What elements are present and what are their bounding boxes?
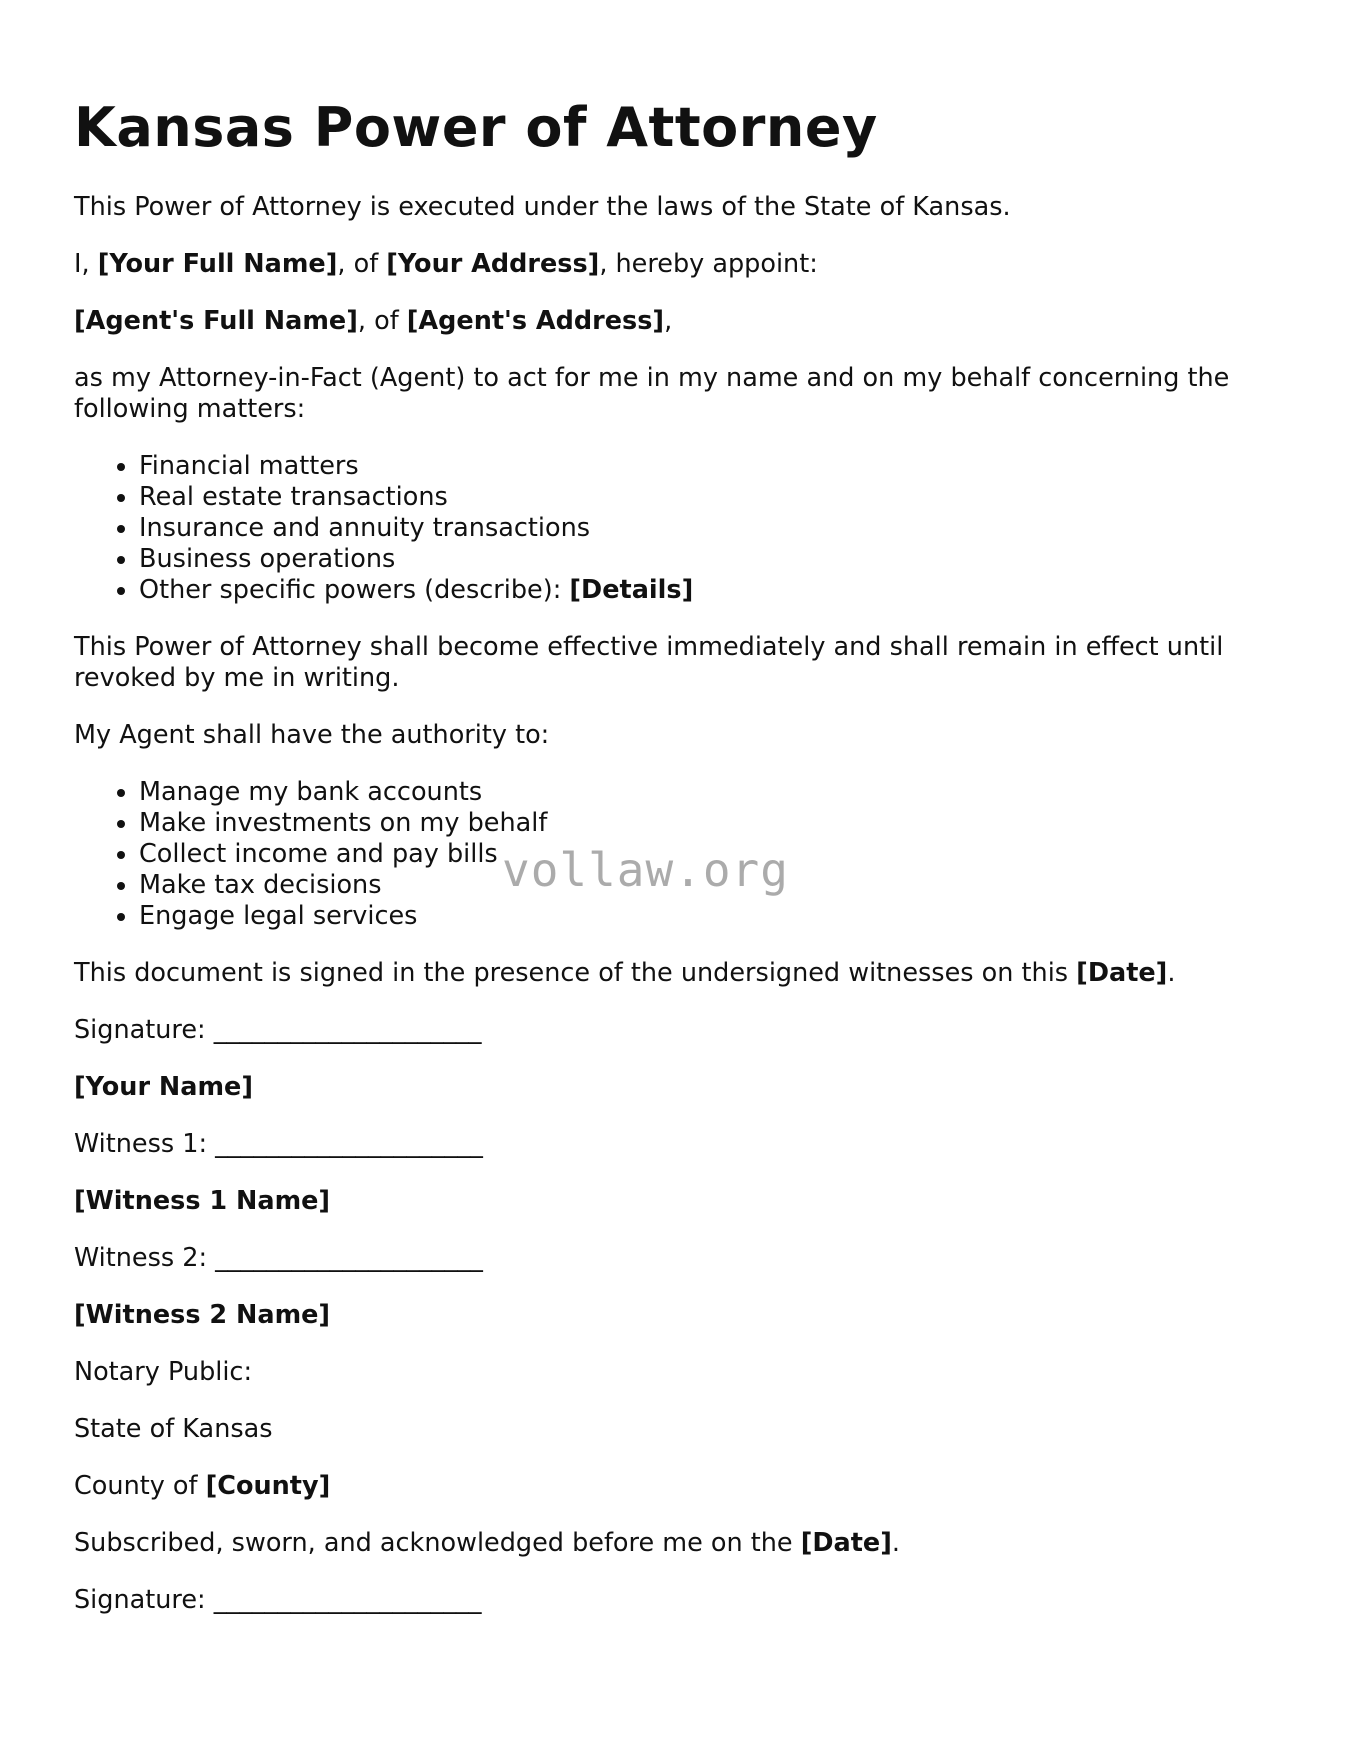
matters-intro-paragraph: as my Attorney-in-Fact (Agent) to act for me in my name and on my behalf concerning the following matters: <box>74 363 1230 424</box>
witness-statement-end: . <box>1167 958 1176 988</box>
date-placeholder: [Date] <box>800 1528 892 1558</box>
authority-intro-paragraph: My Agent shall have the authority to: <box>74 720 550 750</box>
principal-name-placeholder: [Your Full Name] <box>97 249 338 279</box>
witness1-signature-line: Witness 1: _____________________ <box>74 1129 483 1159</box>
witness2-name-placeholder: [Witness 2 Name] <box>74 1300 331 1330</box>
effective-paragraph: This Power of Attorney shall become effective immediately and shall remain in effect until revoked by me in writing. <box>74 632 1224 693</box>
subscribed-text: Subscribed, sworn, and acknowledged before me on the <box>74 1528 801 1558</box>
appoint-suffix: , hereby appoint: <box>599 249 818 279</box>
subscribed-paragraph <box>74 1528 1274 1559</box>
watermark: vollaw.org <box>502 843 789 897</box>
document-body <box>74 192 1274 1642</box>
principal-name-line <box>74 1072 1274 1103</box>
list-item: • Real estate transactions <box>139 482 1274 513</box>
list-item: • Business operations <box>139 544 1274 575</box>
matters-list <box>74 451 1274 606</box>
list-item: • Financial matters <box>139 451 1274 482</box>
notary-signature-line: Signature: _____________________ <box>74 1585 482 1615</box>
document-title: Kansas Power of Attorney <box>74 96 878 159</box>
date-placeholder: [Date] <box>1076 958 1168 988</box>
list-item: • Make tax decisions <box>139 870 1274 901</box>
list-item: • Manage my bank accounts <box>139 777 1274 808</box>
agent-name-placeholder: [Agent's Full Name] <box>74 306 358 336</box>
list-item: • Insurance and annuity transactions <box>139 513 1274 544</box>
list-item: • Engage legal services <box>139 901 1274 932</box>
other-powers-label: Other specific powers (describe): <box>139 575 570 605</box>
appoint-mid: , of <box>337 249 387 279</box>
appointment-paragraph <box>74 249 1274 280</box>
intro-paragraph: This Power of Attorney is executed under the laws of the State of Kansas. <box>74 192 1011 222</box>
witness-statement-paragraph <box>74 958 1274 989</box>
appoint-prefix: I, <box>74 249 98 279</box>
agent-paragraph <box>74 306 1274 337</box>
witness2-signature-line: Witness 2: _____________________ <box>74 1243 483 1273</box>
witness1-name-line <box>74 1186 1274 1217</box>
details-placeholder: [Details] <box>569 575 694 605</box>
notary-state: State of Kansas <box>74 1414 273 1444</box>
subscribed-end: . <box>891 1528 900 1558</box>
witness2-name-line <box>74 1300 1274 1331</box>
agent-mid: , of <box>357 306 407 336</box>
notary-county-line <box>74 1471 1274 1502</box>
witness-statement-text: This document is signed in the presence of the undersigned witnesses on this <box>74 958 1077 988</box>
witness1-name-placeholder: [Witness 1 Name] <box>74 1186 331 1216</box>
agent-suffix: , <box>664 306 673 336</box>
agent-address-placeholder: [Agent's Address] <box>406 306 665 336</box>
county-label: County of <box>74 1471 206 1501</box>
county-placeholder: [County] <box>205 1471 331 1501</box>
principal-address-placeholder: [Your Address] <box>386 249 600 279</box>
notary-label: Notary Public: <box>74 1357 253 1387</box>
list-item: • Collect income and pay bills <box>139 839 1274 870</box>
list-item-other-powers <box>139 575 1274 606</box>
your-name-placeholder: [Your Name] <box>74 1072 253 1102</box>
principal-signature-line: Signature: _____________________ <box>74 1015 482 1045</box>
list-item: • Make investments on my behalf <box>139 808 1274 839</box>
